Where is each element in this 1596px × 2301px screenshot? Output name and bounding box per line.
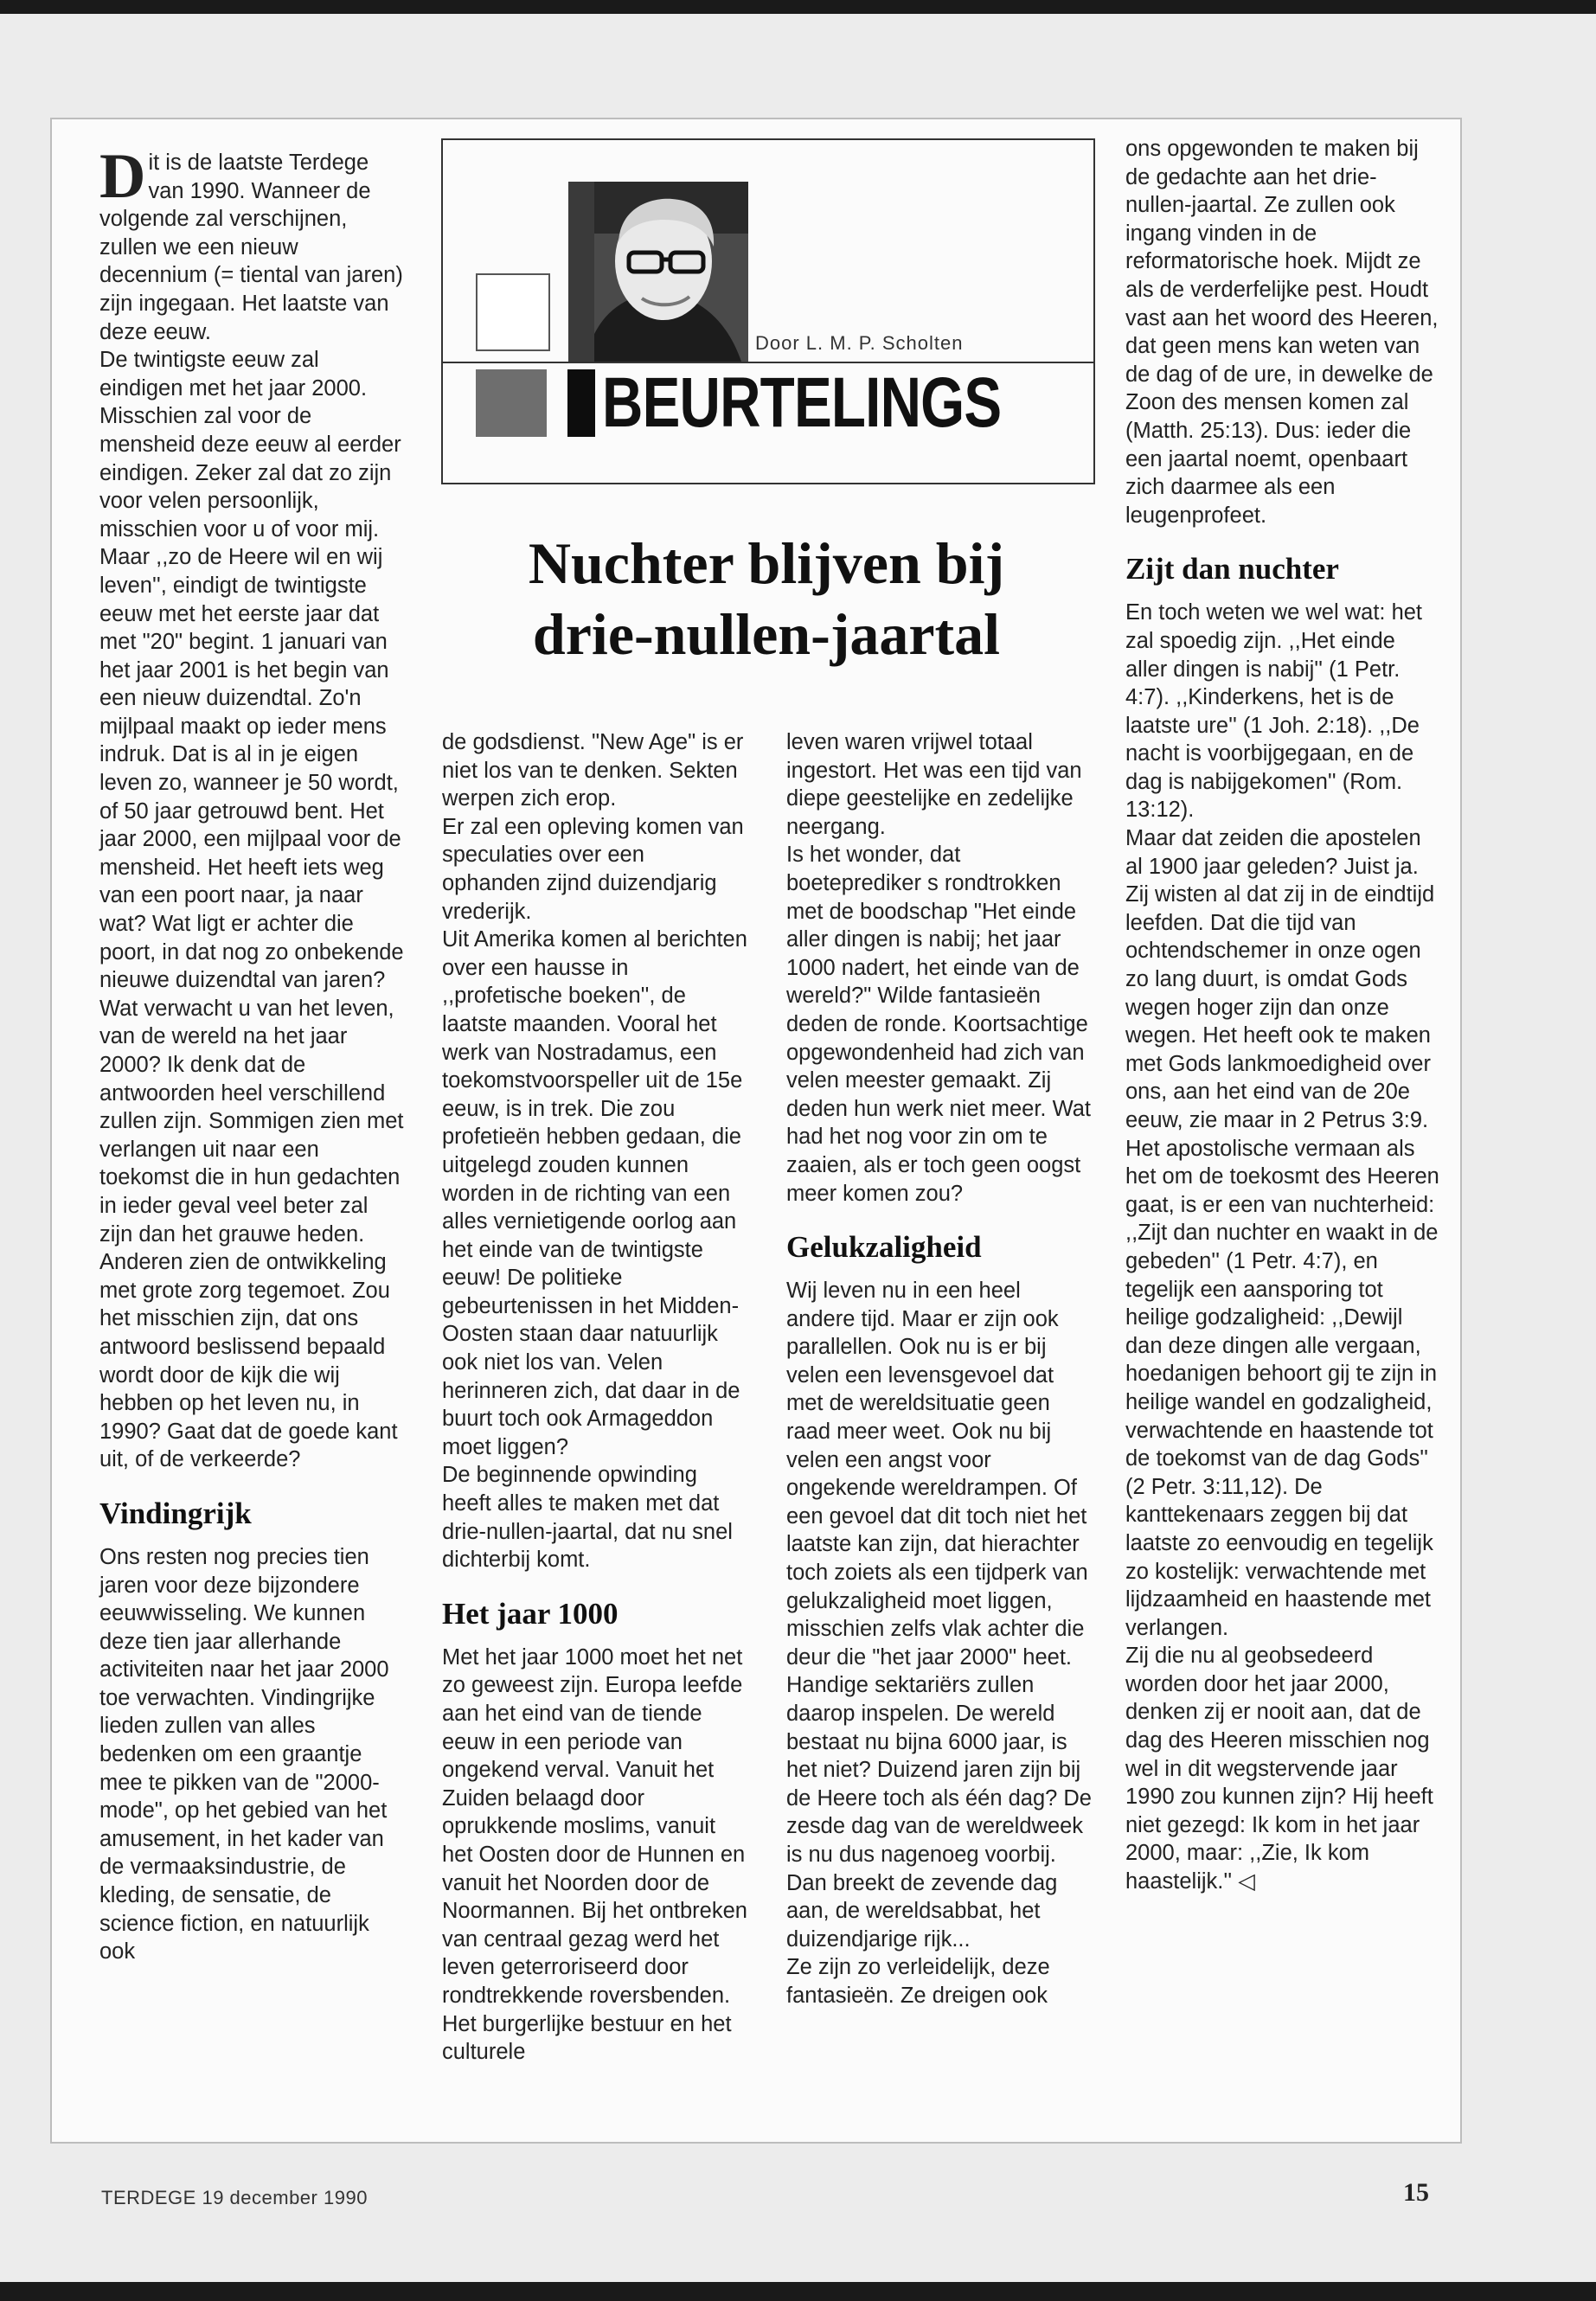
subheading-zijt-dan-nuchter: Zijt dan nuchter	[1125, 552, 1339, 586]
paragraph: Ons resten nog precies tien jaren voor deze bijzondere eeuwwisseling. We kunnen deze tien jaar allerhande activiteiten naar het jaar 2000 toe verwachten. Vindingrijke lieden zullen van alles bedenken om een graantje mee te pikken van de "2000-mode", op het gebied van het amusement, in het kader van de vermaaksindustrie, de kleding, de sensatie, de science fiction, en natuurlijk ook	[99, 1544, 389, 1965]
subheading-vindingrijk: Vindingrijk	[99, 1496, 252, 1530]
paragraph: Handige sektariërs zullen daarop inspelen. De wereld bestaat nu bijna 6000 jaar, is het niet? Duizend jaren zijn bij de Heere toch als één dag? De zesde dag van de wereldweek is nu dus nagenoeg voorbij. Dan breekt de zevende dag aan, de wereldsabbat, het duizendjarige rijk...	[786, 1673, 1092, 1952]
paragraph: Uit Amerika komen al berichten over een hausse in ,,profetische boeken'', de laatste maanden. Vooral het werk van Nostradamus, een toekomstvoorspeller uit de 15e eeuw, is in trek. Die zou profetieën hebben gedaan, die uitgelegd zouden kunnen worden in de richting van een alles vernietigende oorlog aan het einde van de twintigste eeuw! De politieke gebeurtenissen in het Midden-Oosten staan daar natuurlijk ook niet los van. Velen herinneren zich, dat daar in de buurt toch ook Armageddon moet liggen?	[442, 927, 747, 1459]
paragraph: De beginnende opwinding heeft alles te maken met dat drie-nullen-jaartal, dat nu snel dichterbij komt.	[442, 1463, 733, 1573]
paragraph: De twintigste eeuw zal eindigen met het jaar 2000. Misschien zal voor de mensheid deze eeuw al eerder eindigen. Zeker zal dat zo zijn voor velen persoonlijk, misschien voor u of voor mij. Maar ,,zo de Heere wil en wij leven'', eindigt de twintigste eeuw met het eerste jaar dat met "20" begint. 1 januari van het jaar 2001 is het begin van een nieuw duizendtal. Zo'n mijlpaal maakt op ieder mens indruk. Dat is al in je eigen leven zo, wanneer je 50 wordt, of 50 jaar getrouwd bent. Het jaar 2000, een mijlpaal voor de mensheid. Het heeft iets weg van een poort naar, ja naar wat? Wat ligt er achter die poort, in dat nog zo onbekende nieuwe duizendtal van jaren?	[99, 348, 404, 993]
scan-top-border	[0, 0, 1596, 14]
portrait-photo-icon	[568, 182, 748, 362]
paragraph: Zij die nu al geobsedeerd worden door het jaar 2000, denken zij er nooit aan, dat de dag des Heeren misschien nog wel in dit wegstervende jaar 1990 zou kunnen zijn? Hij heeft niet gezegd: Ik kom in het jaar 2000, maar: ,,Zie, Ik kom haastelijk.'' ◁	[1125, 1644, 1433, 1894]
paragraph: Het apostolische vermaan als het om de toekosmt des Heeren gaat, is er een van nuchterheid: ,,Zijt dan nuchter en waakt in de gebeden'' (1 Petr. 4:7), en tegelijk een aansporing tot heilige godzaligheid: ,,Dewijl dan deze dingen alle vergaan, hoedanigen behoort gij te zijn in heilige wandel en godzaligheid, verwachtende en haastende tot de toekomst van de dag Gods'' (2 Petr. 3:11,12). De kanttekenaars zeggen bij dat laatste zo eenvoudig en tegelijk zo kostelijk: verwachtende met lijdzaamheid en haastende met verlangen.	[1125, 1136, 1439, 1640]
decor-box-outline	[476, 273, 550, 351]
paragraph: Is het wonder, dat boeteprediker s rondtrokken met de boodschap "Het einde aller dingen is nabij; het jaar 1000 nadert, het einde van de wereld?" Wilde fantasieën deden de ronde. Koortsachtige opgewondenheid had zich van velen meester gemaakt. Zij deden hun werk niet meer. Wat had het nog voor zin om te zaaien, als er toch geen oogst meer komen zou?	[786, 843, 1091, 1206]
decor-box-gray	[476, 369, 547, 437]
article-column-4	[1125, 135, 1442, 1896]
paragraph: Er zal een opleving komen van speculaties over een ophanden zijnd duizendjarig vrederijk.	[442, 814, 744, 924]
paragraph: En toch weten we wel wat: het zal spoedig zijn. ,,Het einde aller dingen is nabij'' (1 Petr. 4:7). ,,Kinderkens, het is de laatste ure'' (1 Joh. 2:18). ,,De nacht is voorbijgegaan, en de dag is nabijgekomen'' (Rom. 13:12).	[1125, 600, 1423, 823]
column-header	[441, 138, 1095, 484]
decor-box-black	[567, 369, 595, 437]
paragraph: Wat verwacht u van het leven, van de wereld na het jaar 2000? Ik denk dat de antwoorden heel verschillend zullen zijn. Sommigen zien met verlangen uit naar een toekomst die in hun gedachten in ieder geval veel beter zal zijn dan het grauwe heden. Anderen zien de ontwikkeling met grote zorg tegemoet. Zou het misschien zijn, dat ons antwoord beslissend bepaald wordt door de kijk die wij hebben op het leven nu, in 1990? Gaat dat de goede kant uit, of de verkeerde?	[99, 996, 404, 1472]
footer-publication: TERDEGE 19 december 1990	[101, 2187, 368, 2208]
paragraph: Maar dat zeiden die apostelen al 1900 jaar geleden? Juist ja. Zij wisten al dat zij in de eindtijd leefden. Dat die tijd van ochtendschemer in onze ogen zo lang duurt, is omdat Gods wegen hoger zijn dan onze wegen. Het heeft ook te maken met Gods lankmoedigheid over ons, aan het eind van de 20e eeuw, zie maar in 2 Petrus 3:9.	[1125, 826, 1435, 1132]
article-column-1	[99, 141, 405, 1966]
headline-line-1: Nuchter blijven bij	[528, 530, 1005, 596]
paragraph: ons opgewonden te maken bij de gedachte aan het drie-nullen-jaartal. Ze zullen ook ingang vinden in de reformatorische hoek. Mijdt ze als de verderfelijke pest. Houdt vast aan het woord des Heeren, dat geen mens kan weten van de dag of de ure, in dewelke de Zoon des mensen komen zal (Matth. 25:13). Dus: ieder die een jaartal noemt, openbaart zich daarmee als een leugenprofeet.	[1125, 137, 1439, 528]
headline	[441, 528, 1092, 670]
headline-line-2: drie-nullen-jaartal	[532, 601, 1001, 667]
section-title: BEURTELINGS	[602, 363, 1002, 442]
scan-bottom-border	[0, 2282, 1596, 2301]
paragraph: leven waren vrijwel totaal ingestort. Het was een tijd van diepe geestelijke en zedelijke neergang.	[786, 730, 1082, 839]
page-number: 15	[1403, 2178, 1429, 2207]
intro-paragraph: Dit is de laatste Terdege van 1990. Wanneer de volgende zal verschijnen, zullen we een nieuw decennium (= tiental van jaren) zijn ingegaan. Het laatste van deze eeuw.	[99, 141, 403, 344]
article-column-2	[442, 728, 747, 2067]
paragraph: Met het jaar 1000 moet het net zo geweest zijn. Europa leefde aan het eind van de tiende eeuw in een periode van ongekend verval. Vanuit het Zuiden belaagd door oprukkende moslims, vanuit het Oosten door de Hunnen en vanuit het Noorden door de Noormannen. Bij het ontbreken van centraal gezag werd het leven geterroriseerd door rondtrekkende roversbenden. Het burgerlijke bestuur en het culturele	[442, 1644, 747, 2065]
paragraph: de godsdienst. "New Age" is er niet los van te denken. Sekten werpen zich erop.	[442, 730, 744, 811]
subheading-het-jaar-1000: Het jaar 1000	[442, 1596, 619, 1631]
byline: Door L. M. P. Scholten	[755, 332, 964, 354]
paragraph: Wij leven nu in een heel andere tijd. Maar er zijn ook parallellen. Ook nu is er bij velen een levensgevoel dat met de wereldsituatie geen raad meer weet. Ook nu bij velen een angst voor ongekende wereldrampen. Of een gevoel dat dit toch niet het laatste kan zijn, dat hierachter toch zoiets als een tijdperk van gelukzaligheid moet liggen, misschien zelfs vlak achter die deur die "het jaar 2000" heet.	[786, 1279, 1088, 1670]
drop-cap: D	[99, 141, 146, 212]
paragraph: Ze zijn zo verleidelijk, deze fantasieën. Ze dreigen ook	[786, 1955, 1050, 2008]
article-column-3	[786, 728, 1093, 2010]
subheading-gelukzaligheid: Gelukzaligheid	[786, 1230, 982, 1265]
